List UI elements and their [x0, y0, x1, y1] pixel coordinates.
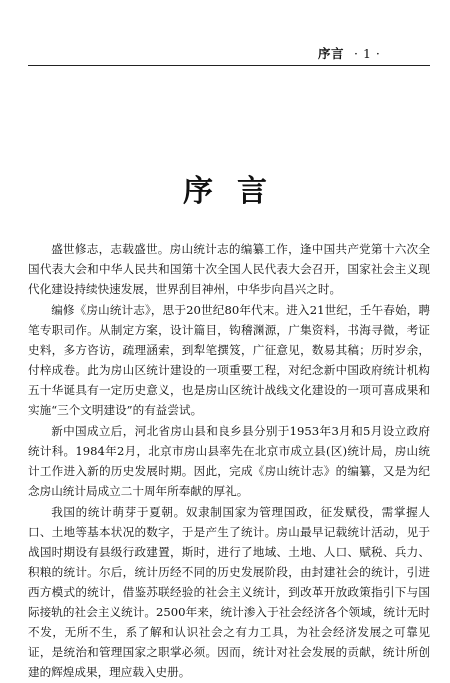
- page-number: · 1 ·: [354, 46, 381, 61]
- chapter-title: 序言: [183, 174, 291, 209]
- paragraph: 我国的统计萌芽于夏朝。奴隶制国家为管理国政，征发赋役，需掌握人口、土地等基本状况的数字，于是产生了统计。房山最早记载统计活动，见于战国时期设有县级行政建置，斯时，进行了地域、土地、人口、赋税、兵力、积粮的统计。尔后，统计历经不同的历史发展阶段，由封建社会的统计，引进西方模式的统计，借鉴苏联经验的社会主义统计，到改革开放政策指引下与国际接轨的社会主义统计。2500年来，统计渗入于社会经济各个领域，统计无时不发，无所不生，系了解和认识社会之有力工具，为社会经济发展之可靠见证，是统治和管理国家之职掌必须。因而，统计对社会发展的贡献，统计所创建的辉煌成果，理应载入史册。: [28, 505, 430, 679]
- running-header: [318, 44, 380, 62]
- paragraph: 盛世修志，志载盛世。房山统计志的编纂工作，逢中国共产党第十六次全国代表大会和中华人民共和国第十次全国人民代表大会召开，国家社会主义现代化建设持续快速发展，世界刮目神州，中华步向昌兴之时。: [28, 242, 430, 296]
- paragraph: 新中国成立后，河北省房山县和良乡县分别于1953年3月和5月设立政府统计科。1984年2月，北京市房山县率先在北京市成立县(区)统计局，房山统计工作进入新的历史发展时期。因此，完成《房山统计志》的编纂，又是为纪念房山统计局成立二十周年所奉献的厚礼。: [28, 424, 430, 498]
- header-title: 序言: [318, 46, 345, 61]
- body-text: [28, 239, 430, 683]
- paragraph: 编修《房山统计志》，思于20世纪80年代末。进入21世纪，壬午春始，聘笔专职司作。从制定方案，设计篇目，钩稽渊源，广集资料，书海寻微，考证史料，多方咨访，疏理涵索，到犁笔撰笈，广征意见，数易其稿；历时岁余，付梓成卷。此为房山区统计建设的一项重要工程，对纪念新中国政府统计机构五十华诞具有一定历史意义，也是房山区统计战线文化建设的一项可喜成果和实施“三个文明建设”的有益尝试。: [28, 303, 430, 417]
- header-rule: [28, 65, 430, 66]
